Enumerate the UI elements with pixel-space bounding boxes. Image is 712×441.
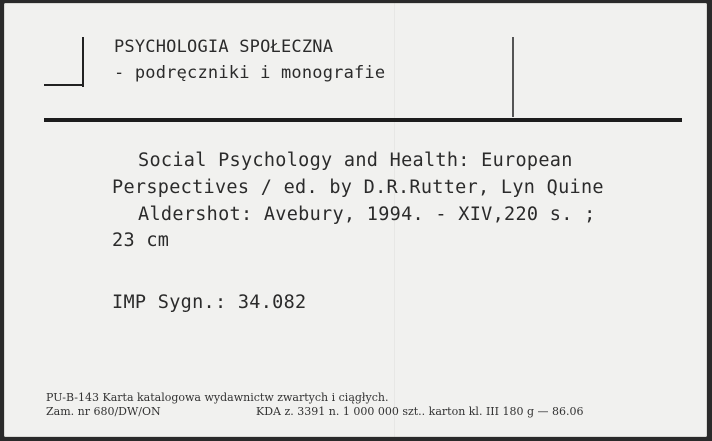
heading-rule (44, 118, 682, 122)
entry-title-line-1: Social Psychology and Health: European (138, 150, 573, 171)
card-order-number: Zam. nr 680/DW/ON (46, 405, 161, 418)
card-form-label: PU-B-143 Karta katalogowa wydawnictw zwartych i ciągłych. (46, 391, 389, 404)
subject-subheading: - podręczniki i monografie (114, 63, 386, 83)
corner-filing-mark (44, 37, 84, 87)
entry-dimensions: 23 cm (112, 230, 170, 251)
subject-heading: PSYCHOLOGIA SPOŁECZNA (114, 37, 334, 57)
corner-mark-horizontal (44, 84, 84, 86)
card-print-info: KDA z. 3391 n. 1 000 000 szt.. karton kl. III 180 g — 86.06 (256, 405, 584, 418)
corner-mark-vertical (82, 37, 84, 87)
header-divider (512, 37, 514, 117)
entry-imprint: Aldershot: Avebury, 1994. - XIV,220 s. ; (138, 204, 596, 225)
catalog-card (4, 3, 707, 437)
entry-title-line-2: Perspectives / ed. by D.R.Rutter, Lyn Quine (112, 177, 604, 198)
call-number: IMP Sygn.: 34.082 (112, 292, 307, 313)
